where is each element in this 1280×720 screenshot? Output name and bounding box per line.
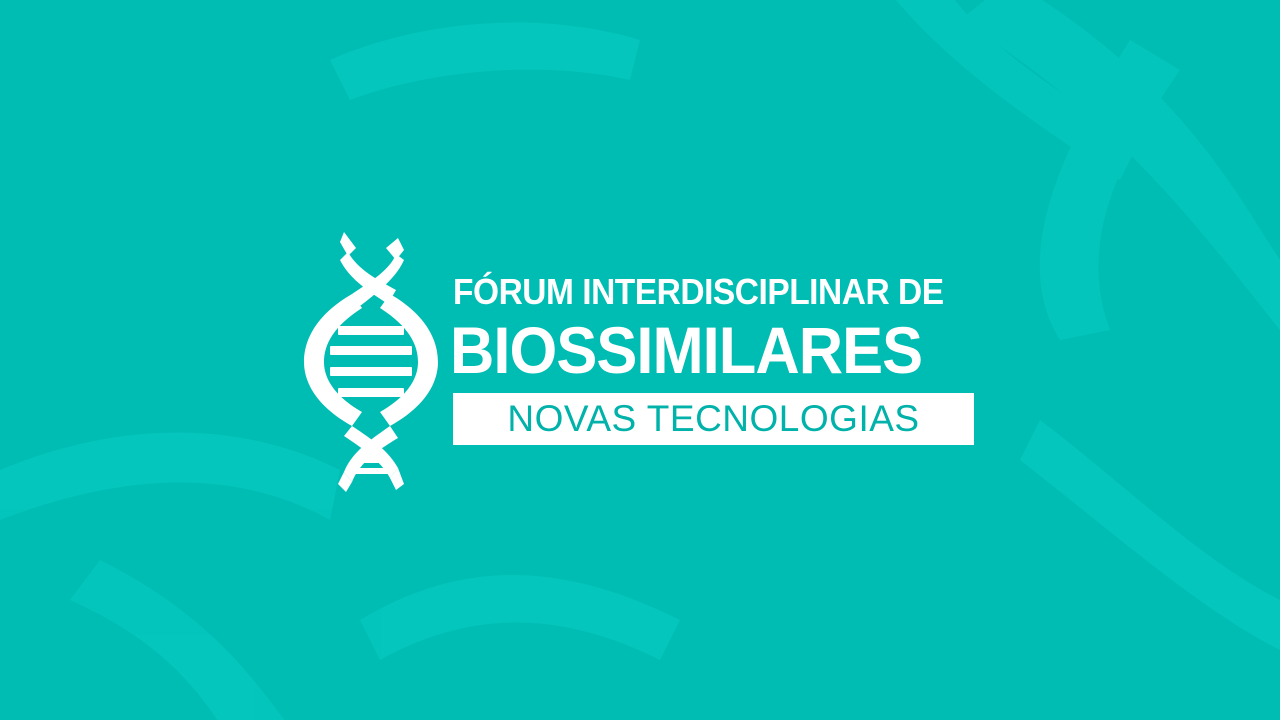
title-line-forum: FÓRUM INTERDISCIPLINAR DE bbox=[453, 271, 944, 312]
forum-logo bbox=[300, 230, 990, 492]
bg-helix-strand-6 bbox=[360, 575, 680, 660]
bg-helix-strand-8 bbox=[1020, 420, 1280, 650]
title-line-biossimilares: BIOSSIMILARES bbox=[450, 313, 923, 387]
tagline-text: NOVAS TECNOLOGIAS bbox=[507, 398, 920, 439]
bg-helix-strand-7 bbox=[330, 23, 640, 100]
bg-helix-strand-4 bbox=[0, 433, 340, 521]
tagline-banner bbox=[453, 393, 974, 445]
dna-helix-icon bbox=[300, 230, 442, 492]
bg-helix-strand-5 bbox=[70, 560, 300, 720]
